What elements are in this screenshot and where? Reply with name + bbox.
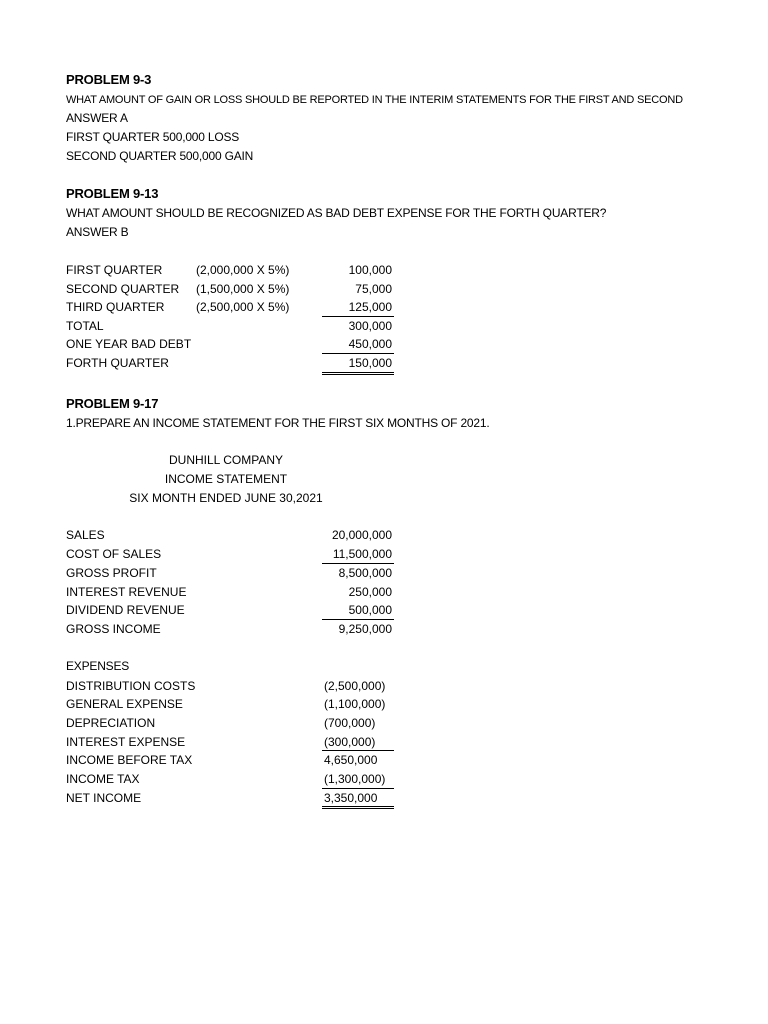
row-amount: 450,000 bbox=[348, 337, 392, 351]
table-row bbox=[66, 583, 406, 601]
row-amount: 8,500,000 bbox=[338, 566, 392, 580]
table-row bbox=[66, 770, 406, 788]
table-row bbox=[66, 317, 406, 335]
problem-9-3-line-1: FIRST QUARTER 500,000 LOSS bbox=[66, 130, 240, 144]
table-row bbox=[66, 714, 406, 732]
statement-title: INCOME STATEMENT bbox=[164, 472, 288, 486]
table-row bbox=[66, 354, 406, 372]
table-row bbox=[66, 620, 406, 638]
statement-period: SIX MONTH ENDED JUNE 30,2021 bbox=[129, 491, 323, 505]
row-label: SECOND QUARTER bbox=[66, 282, 180, 296]
row-label: COST OF SALES bbox=[66, 547, 162, 561]
problem-9-3-answer: ANSWER A bbox=[66, 111, 128, 125]
row-amount: 20,000,000 bbox=[331, 528, 392, 542]
problem-9-13-title: PROBLEM 9-13 bbox=[66, 186, 159, 201]
problem-9-17-title: PROBLEM 9-17 bbox=[66, 396, 159, 411]
row-label: FIRST QUARTER bbox=[66, 263, 163, 277]
table-row bbox=[66, 789, 406, 807]
row-label: INCOME TAX bbox=[66, 772, 140, 786]
table-row bbox=[66, 695, 406, 713]
table-row bbox=[66, 751, 406, 769]
row-amount: 100,000 bbox=[348, 263, 392, 277]
row-label: NET INCOME bbox=[66, 791, 142, 805]
row-label: INTEREST EXPENSE bbox=[66, 735, 186, 749]
row-label: DEPRECIATION bbox=[66, 716, 156, 730]
row-amount: (300,000) bbox=[324, 735, 376, 749]
total-double-rule bbox=[322, 372, 394, 375]
problem-9-3-line-2: SECOND QUARTER 500,000 GAIN bbox=[66, 149, 254, 163]
problem-9-17-question: 1.PREPARE AN INCOME STATEMENT FOR THE FIRST SIX MONTHS OF 2021. bbox=[66, 416, 490, 430]
row-amount: (1,300,000) bbox=[324, 772, 386, 786]
row-calc: (1,500,000 X 5%) bbox=[196, 282, 290, 296]
table-row bbox=[66, 335, 406, 353]
row-amount: 75,000 bbox=[355, 282, 392, 296]
total-double-rule bbox=[322, 806, 394, 809]
row-amount: (1,100,000) bbox=[324, 697, 386, 711]
company-name: DUNHILL COMPANY bbox=[168, 453, 284, 467]
row-amount: 4,650,000 bbox=[324, 753, 378, 767]
row-label: INTEREST REVENUE bbox=[66, 585, 187, 599]
expenses-header: EXPENSES bbox=[66, 659, 130, 673]
row-amount: 500,000 bbox=[348, 603, 392, 617]
row-label: GROSS PROFIT bbox=[66, 566, 157, 580]
problem-9-3-title: PROBLEM 9-3 bbox=[66, 72, 152, 87]
row-amount: (700,000) bbox=[324, 716, 376, 730]
row-label: FORTH QUARTER bbox=[66, 356, 169, 370]
row-label: SALES bbox=[66, 528, 105, 542]
row-amount: (2,500,000) bbox=[324, 679, 386, 693]
row-calc: (2,500,000 X 5%) bbox=[196, 300, 290, 314]
row-amount: 9,250,000 bbox=[338, 622, 392, 636]
table-row bbox=[66, 261, 406, 279]
row-label: ONE YEAR BAD DEBT bbox=[66, 337, 192, 351]
table-row bbox=[66, 298, 406, 316]
row-amount: 150,000 bbox=[348, 356, 392, 370]
table-row bbox=[66, 733, 406, 751]
table-row bbox=[66, 677, 406, 695]
problem-9-3-question: WHAT AMOUNT OF GAIN OR LOSS SHOULD BE REPORTED IN THE INTERIM STATEMENTS FOR THE FIRST AND SECOND bbox=[66, 94, 683, 106]
row-label: GENERAL EXPENSE bbox=[66, 697, 183, 711]
row-calc: (2,000,000 X 5%) bbox=[196, 263, 290, 277]
row-amount: 300,000 bbox=[348, 319, 392, 333]
row-label: INCOME BEFORE TAX bbox=[66, 753, 193, 767]
row-amount: 250,000 bbox=[348, 585, 392, 599]
table-row bbox=[66, 564, 406, 582]
table-row bbox=[66, 280, 406, 298]
table-row bbox=[66, 526, 406, 544]
row-amount: 11,500,000 bbox=[332, 547, 392, 561]
row-amount: 125,000 bbox=[348, 300, 392, 314]
row-amount: 3,350,000 bbox=[324, 791, 378, 805]
row-label: THIRD QUARTER bbox=[66, 300, 165, 314]
row-label: GROSS INCOME bbox=[66, 622, 161, 636]
problem-9-13-answer: ANSWER B bbox=[66, 225, 129, 239]
table-row bbox=[66, 545, 406, 563]
row-label: DIVIDEND REVENUE bbox=[66, 603, 185, 617]
row-label: DISTRIBUTION COSTS bbox=[66, 679, 196, 693]
problem-9-13-question: WHAT AMOUNT SHOULD BE RECOGNIZED AS BAD DEBT EXPENSE FOR THE FORTH QUARTER? bbox=[66, 206, 607, 220]
table-row bbox=[66, 601, 406, 619]
row-label: TOTAL bbox=[66, 319, 104, 333]
